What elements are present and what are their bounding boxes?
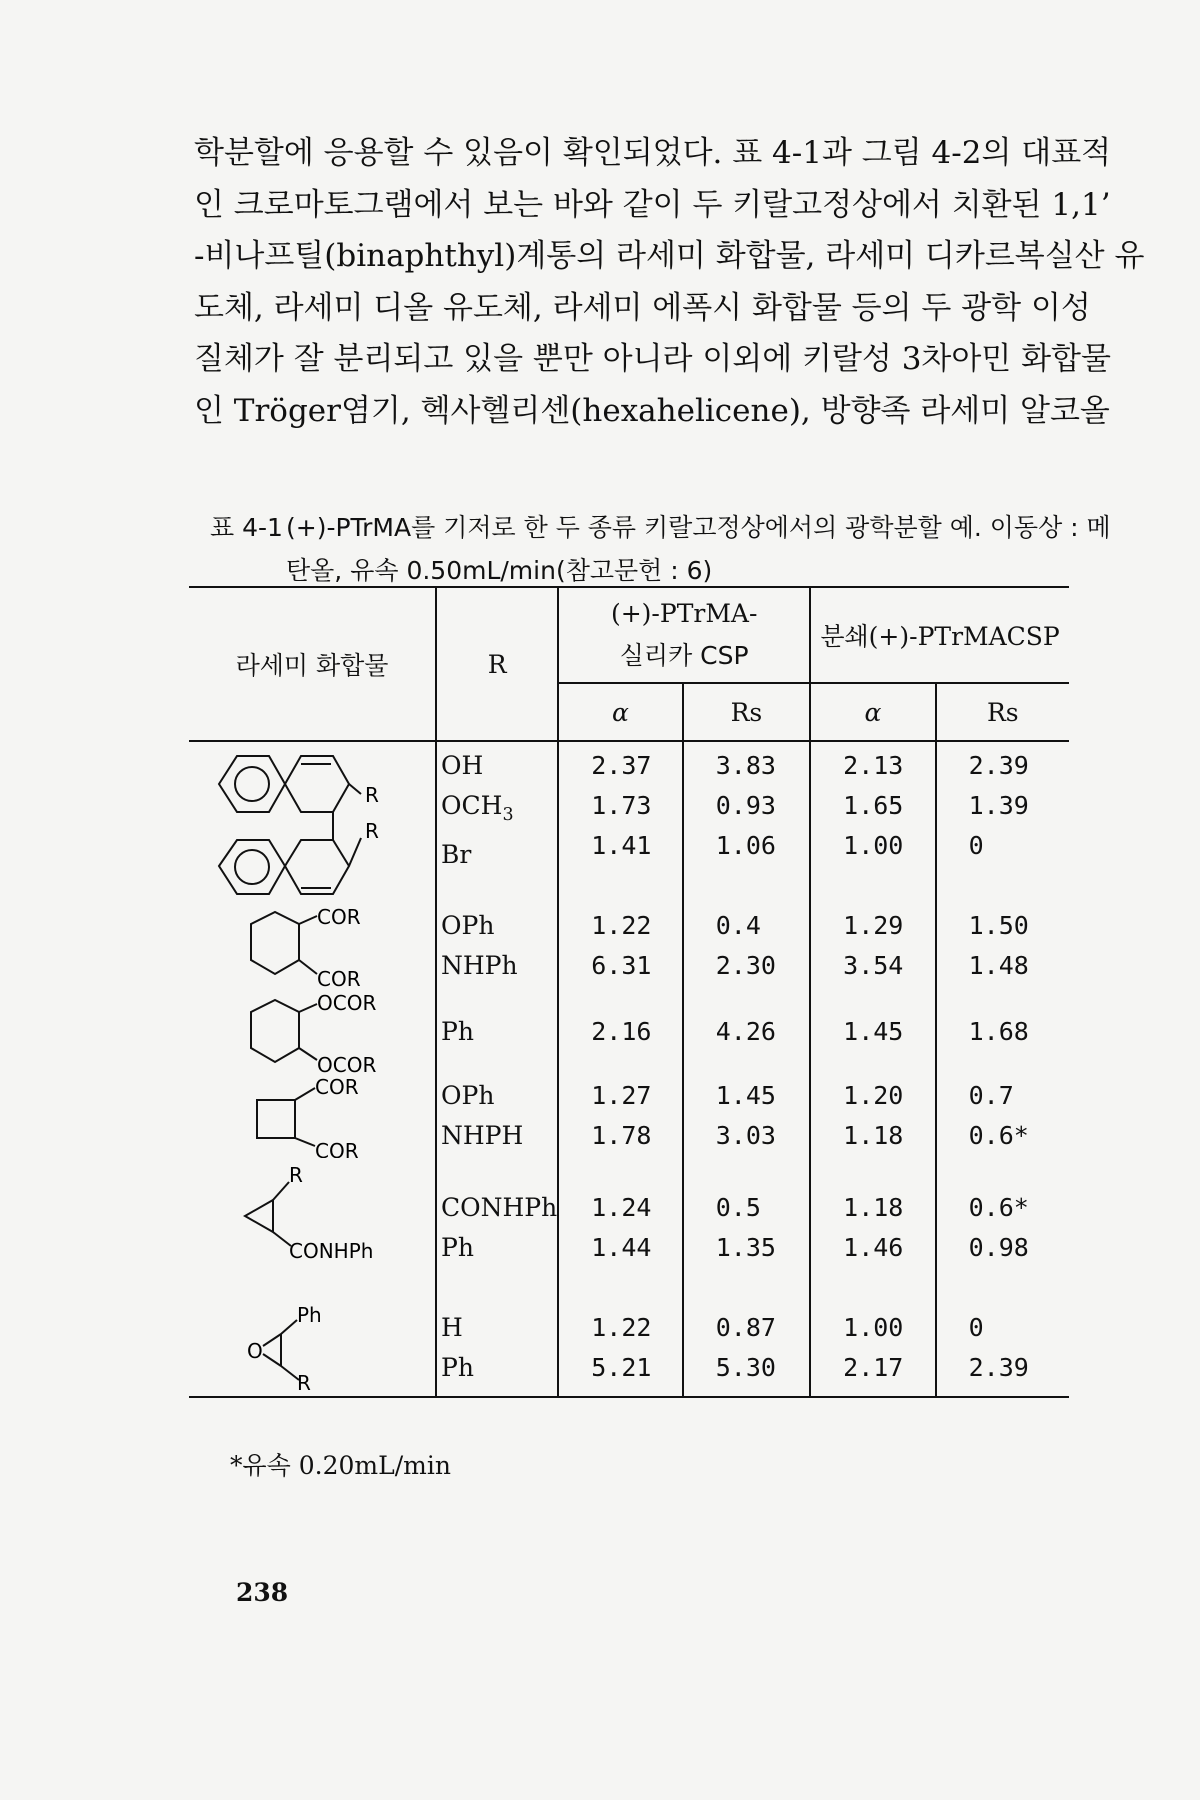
cyclopropane-structure xyxy=(189,1158,436,1268)
alpha-ground: 1.65 xyxy=(843,791,904,820)
alpha-ground: 3.54 xyxy=(843,951,904,980)
rs-silica: 0.5 xyxy=(715,1193,761,1222)
table-row-group xyxy=(189,990,1069,1074)
table-row-group xyxy=(189,1268,1069,1397)
r-substituent: Br xyxy=(441,840,472,869)
table-caption xyxy=(210,506,1111,592)
r-substituent: $OCH_3$ xyxy=(441,791,514,825)
alpha-silica: 1.44 xyxy=(591,1233,652,1262)
alpha-ground: 1.20 xyxy=(843,1081,904,1110)
rs-silica: 2.30 xyxy=(715,951,776,980)
alpha-ground: 1.00 xyxy=(843,831,904,860)
svg-text:CONHPh: CONHPh xyxy=(289,1239,374,1263)
rs-ground: 0.7 xyxy=(968,1081,1014,1110)
cyclohexane-dicarbonyl-structure xyxy=(189,902,436,990)
alpha-ground: 1.18 xyxy=(843,1193,904,1222)
rs-silica: 1.35 xyxy=(715,1233,776,1262)
alpha-ground: 1.46 xyxy=(843,1233,904,1262)
rs-ground: 0.6* xyxy=(968,1121,1029,1150)
svg-text:OCOR: OCOR xyxy=(317,991,377,1015)
r-substituent: OPh xyxy=(441,1081,495,1110)
rs-silica: 1.45 xyxy=(715,1081,776,1110)
rs-silica: 0.87 xyxy=(715,1313,776,1342)
r-substituent: OH xyxy=(441,751,484,780)
svg-text:R: R xyxy=(289,1163,303,1187)
rs-silica: 1.06 xyxy=(715,831,776,860)
body-paragraph xyxy=(194,128,1145,437)
rs-ground: 0 xyxy=(968,831,984,860)
r-substituent: Ph xyxy=(441,1233,474,1262)
page-number: 238 xyxy=(236,1578,289,1607)
alpha-silica: 1.22 xyxy=(591,911,652,940)
table-row-group xyxy=(189,1158,1069,1268)
r-substituent: OPh xyxy=(441,911,495,940)
paragraph-line: 질체가 잘 분리되고 있을 뿐만 아니라 이외에 키랄성 3차아민 화합물 xyxy=(194,341,1111,377)
paragraph-line: -비나프틸(binaphthyl)계통의 라세미 화합물, 라세미 디카르복실산 유 xyxy=(194,238,1145,274)
svg-text:COR: COR xyxy=(315,1075,359,1099)
rs-ground: 1.48 xyxy=(968,951,1029,980)
binaphthyl-label: R xyxy=(365,783,379,807)
svg-text:R: R xyxy=(297,1371,311,1395)
alpha-silica: 1.73 xyxy=(591,791,652,820)
svg-text:COR: COR xyxy=(315,1139,359,1158)
rs-silica: 4.26 xyxy=(715,1017,776,1046)
r-substituent: CONHPh xyxy=(441,1193,558,1222)
rs-silica: 3.03 xyxy=(715,1121,776,1150)
alpha-silica: 2.16 xyxy=(591,1017,652,1046)
rs-silica: 0.4 xyxy=(715,911,761,940)
alpha-silica: 2.37 xyxy=(591,751,652,780)
rs-ground: 2.39 xyxy=(968,1353,1029,1382)
header-ptrma-silica: (+)-PTrMA- 실리카 CSP xyxy=(558,587,810,683)
resolution-table xyxy=(189,586,1069,1398)
rs-silica: 3.83 xyxy=(715,751,776,780)
table-row-group xyxy=(189,742,1069,902)
table-row-group xyxy=(189,1074,1069,1158)
r-substituent: Ph xyxy=(441,1353,474,1382)
alpha-silica: 1.22 xyxy=(591,1313,652,1342)
r-substituent: H xyxy=(441,1313,463,1342)
rs-ground: 0 xyxy=(968,1313,984,1342)
svg-text:COR: COR xyxy=(317,905,361,929)
caption-line-2: 탄올, 유속 0.50mL/min(참고문헌 : 6) xyxy=(286,556,713,585)
table-footnote: *유속 0.20mL/min xyxy=(230,1451,451,1480)
paragraph-line: 학분할에 응용할 수 있음이 확인되었다. 표 4-1과 그림 4-2의 대표적 xyxy=(194,135,1112,171)
r-substituent: Ph xyxy=(441,1017,474,1046)
alpha-ground: 2.13 xyxy=(843,751,904,780)
svg-text:Ph: Ph xyxy=(297,1303,322,1327)
alpha-ground: 1.18 xyxy=(843,1121,904,1150)
alpha-silica: 1.27 xyxy=(591,1081,652,1110)
header-rs-2: Rs xyxy=(936,683,1069,741)
header-rs-1: Rs xyxy=(683,683,810,741)
cyclohexane-diol-ester-structure xyxy=(189,990,436,1074)
alpha-silica: 1.78 xyxy=(591,1121,652,1150)
paragraph-line: 인 Tröger염기, 헥사헬리센(hexahelicene), 방향족 라세미 알코올 xyxy=(194,392,1110,429)
svg-text:OCOR: OCOR xyxy=(317,1053,377,1074)
caption-line-1: (+)-PTrMA를 기저로 한 두 종류 키랄고정상에서의 광학분할 예. 이동상 : 메 xyxy=(286,513,1111,542)
rs-ground: 1.50 xyxy=(968,911,1029,940)
rs-ground: 1.68 xyxy=(968,1017,1029,1046)
rs-silica: 0.93 xyxy=(715,791,776,820)
binaphthyl-label: R xyxy=(365,819,379,843)
cyclobutane-structure xyxy=(189,1074,436,1158)
rs-silica: 5.30 xyxy=(715,1353,776,1382)
rs-ground: 0.98 xyxy=(968,1233,1029,1262)
header-racemate: 라세미 화합물 xyxy=(235,651,389,680)
alpha-silica: 6.31 xyxy=(591,951,652,980)
alpha-ground: 1.45 xyxy=(843,1017,904,1046)
rs-ground: 0.6* xyxy=(968,1193,1029,1222)
alpha-silica: 1.24 xyxy=(591,1193,652,1222)
alpha-ground: 1.29 xyxy=(843,911,904,940)
rs-ground: 1.39 xyxy=(968,791,1029,820)
alpha-ground: 2.17 xyxy=(843,1353,904,1382)
rs-ground: 2.39 xyxy=(968,751,1029,780)
table-row-group xyxy=(189,902,1069,990)
header-r: R xyxy=(436,587,558,741)
header-alpha-1: α xyxy=(558,683,682,741)
r-substituent: NHPH xyxy=(441,1121,524,1150)
alpha-silica: 1.41 xyxy=(591,831,652,860)
table-label: 표 4-1 xyxy=(210,513,283,542)
paragraph-line: 인 크로마토그램에서 보는 바와 같이 두 키랄고정상에서 치환된 1,1’ xyxy=(194,186,1111,223)
header-alpha-2: α xyxy=(810,683,935,741)
epoxide-structure xyxy=(189,1268,436,1397)
paragraph-line: 도체, 라세미 디올 유도체, 라세미 에폭시 화합물 등의 두 광학 이성 xyxy=(194,289,1091,326)
header-ground-ptrmacsp: 분쇄(+)-PTrMACSP xyxy=(810,587,1069,683)
binaphthyl-structure xyxy=(189,742,436,902)
svg-text:COR: COR xyxy=(317,967,361,990)
svg-text:O: O xyxy=(247,1339,263,1363)
alpha-ground: 1.00 xyxy=(843,1313,904,1342)
alpha-silica: 5.21 xyxy=(591,1353,652,1382)
r-substituent: NHPh xyxy=(441,951,518,980)
